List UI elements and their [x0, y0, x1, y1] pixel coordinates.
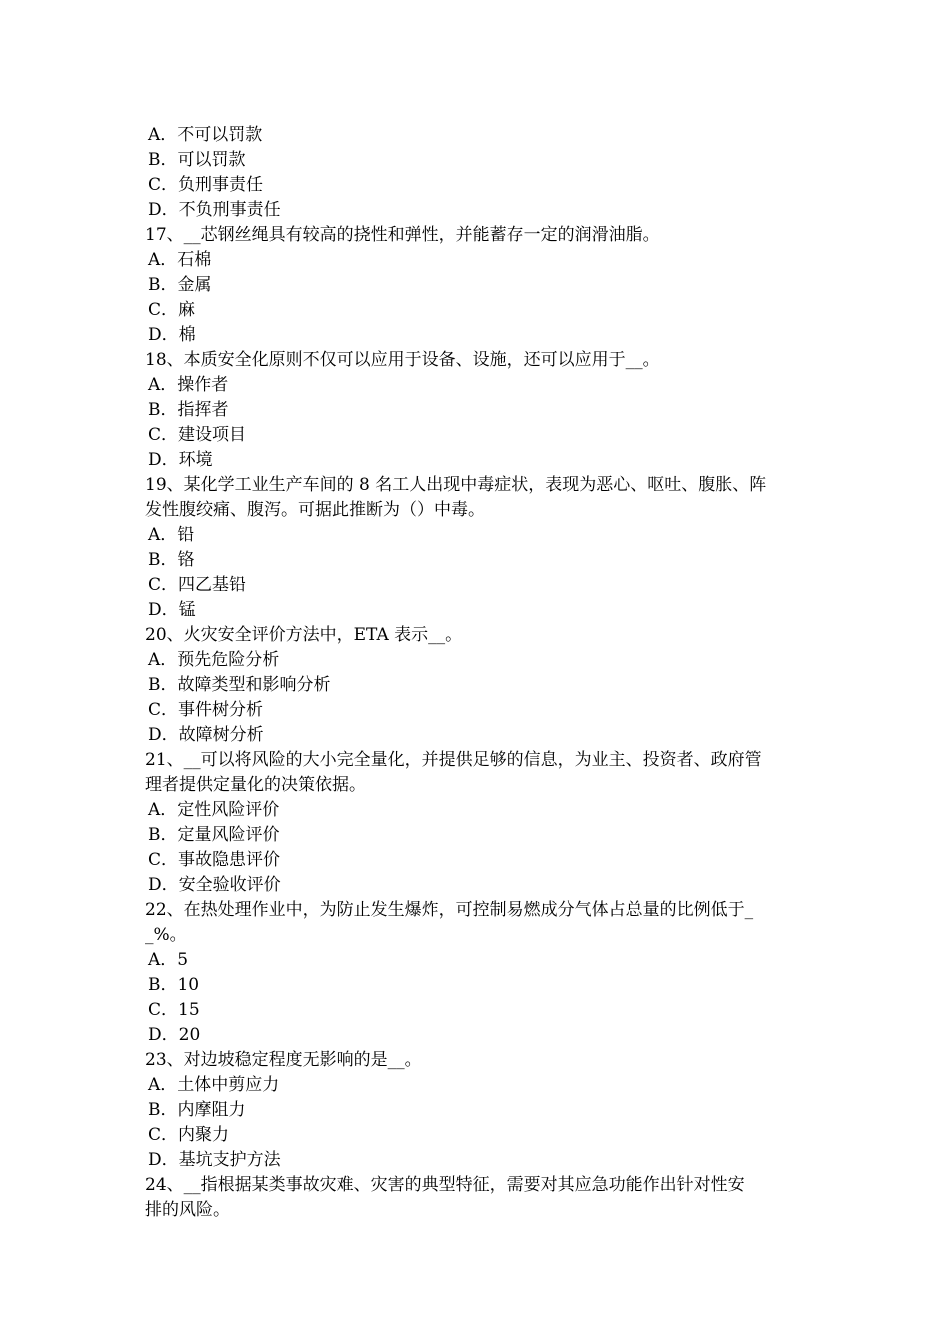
option-line: A．不可以罚款: [148, 125, 263, 145]
question-stem: 17、__芯钢丝绳具有较高的挠性和弹性，并能蓄存一定的润滑油脂。: [145, 225, 660, 245]
option-line: D．环境: [148, 450, 213, 470]
option-line: B．铬: [148, 550, 195, 570]
option-line: B．故障类型和影响分析: [148, 675, 331, 695]
option-line: B．10: [148, 975, 200, 995]
option-line: D．安全验收评价: [148, 875, 281, 895]
question-stem-continued: 排的风险。: [145, 1200, 230, 1220]
question-stem: 23、对边坡稳定程度无影响的是__。: [145, 1050, 422, 1070]
option-line: C．事故隐患评价: [148, 850, 281, 870]
option-line: D．棉: [148, 325, 196, 345]
option-line: A．定性风险评价: [148, 800, 280, 820]
option-line: C．负刑事责任: [148, 175, 264, 195]
question-stem-continued: 发性腹绞痛、腹泻。可据此推断为（）中毒。: [145, 500, 485, 520]
option-line: C．内聚力: [148, 1125, 230, 1145]
question-stem-continued: 理者提供定量化的决策依据。: [145, 775, 366, 795]
option-line: D．基坑支护方法: [148, 1150, 281, 1170]
option-line: B．内摩阻力: [148, 1100, 246, 1120]
option-line: A．铅: [148, 525, 195, 545]
option-line: C．建设项目: [148, 425, 247, 445]
question-stem: 24、__指根据某类事故灾难、灾害的典型特征，需要对其应急功能作出针对性安: [145, 1175, 745, 1195]
question-stem: 19、某化学工业生产车间的 8 名工人出现中毒症状，表现为恶心、呕吐、腹胀、阵: [145, 475, 767, 495]
question-stem: 21、__可以将风险的大小完全量化，并提供足够的信息，为业主、投资者、政府管: [145, 750, 762, 770]
question-stem: 20、火灾安全评价方法中，ETA 表示__。: [145, 625, 463, 645]
option-line: D．不负刑事责任: [148, 200, 281, 220]
option-line: A．土体中剪应力: [148, 1075, 280, 1095]
option-line: D．20: [148, 1025, 201, 1045]
option-line: A．预先危险分析: [148, 650, 280, 670]
option-line: B．定量风险评价: [148, 825, 280, 845]
question-stem: 22、在热处理作业中，为防止发生爆炸，可控制易燃成分气体占总量的比例低于_: [145, 900, 754, 920]
option-line: A．操作者: [148, 375, 229, 395]
option-line: C．15: [148, 1000, 200, 1020]
option-line: D．故障树分析: [148, 725, 264, 745]
option-line: C．麻: [148, 300, 196, 320]
option-line: C．事件树分析: [148, 700, 264, 720]
question-stem-continued: _%。: [145, 925, 187, 945]
option-line: A．5: [148, 950, 189, 970]
option-line: B．指挥者: [148, 400, 229, 420]
question-list: [145, 123, 813, 1223]
option-line: C．四乙基铅: [148, 575, 247, 595]
question-stem: 18、本质安全化原则不仅可以应用于设备、设施，还可以应用于__。: [145, 350, 660, 370]
option-line: B．可以罚款: [148, 150, 246, 170]
option-line: D．锰: [148, 600, 196, 620]
option-line: A．石棉: [148, 250, 212, 270]
option-line: B．金属: [148, 275, 212, 295]
